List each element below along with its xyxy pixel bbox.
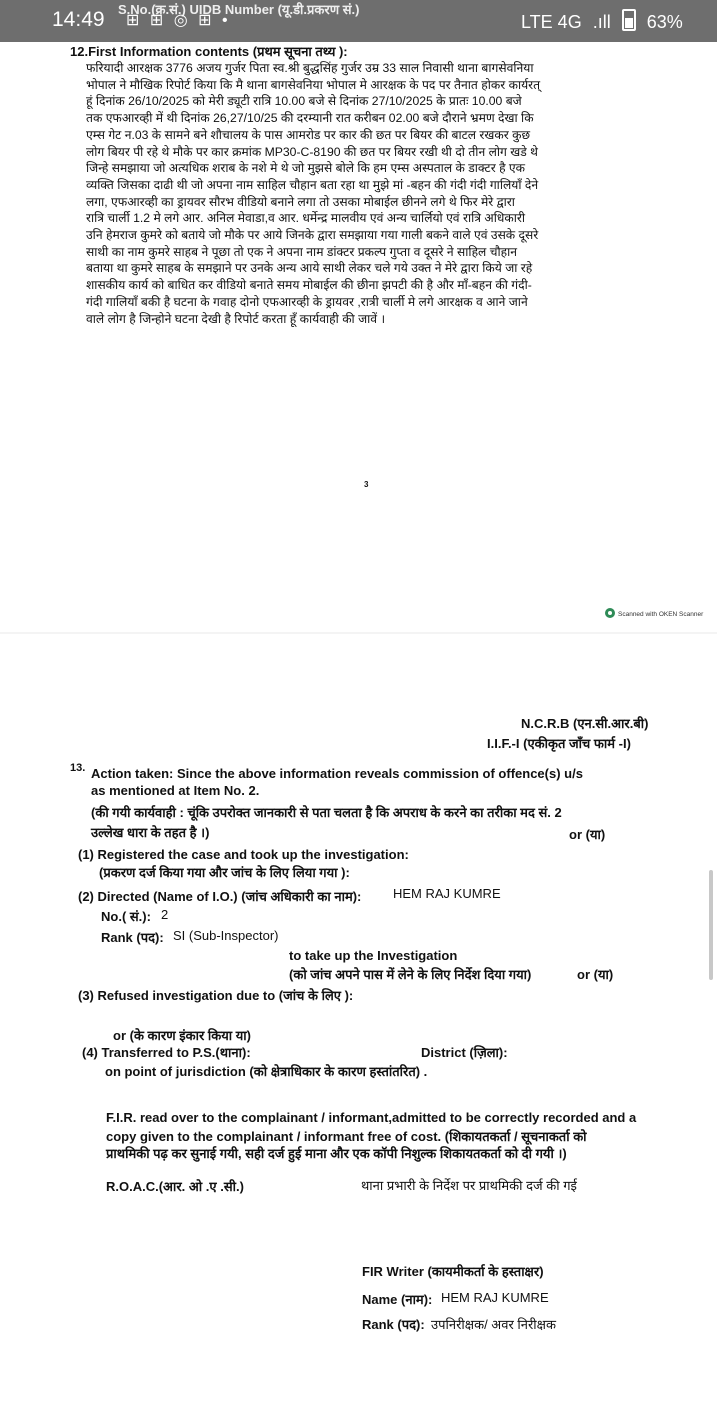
- name-value: HEM RAJ KUMRE: [441, 1290, 549, 1305]
- or-label-2: or (या): [577, 967, 614, 982]
- paragraph-line: फरियादी आरक्षक 3776 अजय गुर्जर पिता स्व.श्री बुद्धसिंह गुर्जर उम्र 33 साल निवासी थाना बागसेवनिया: [86, 61, 534, 75]
- paragraph-line: उनि हेमराज कुमरे को बताये जो मौके पर आये जिनके द्वारा समझाया गया गाली बकने वाले एवं उसके दूसरे: [86, 228, 539, 243]
- jurisdiction-line: on point of jurisdiction (को क्षेत्राधिकार के कारण हस्तांतरित) .: [105, 1064, 428, 1079]
- or-label-1: or (या): [569, 827, 606, 842]
- paragraph-line: तक एफआरव्ही में थी दिनांक 26,27/10/25 की दरम्यानी रात करीबन 02.00 बजे दौराने भ्रमण देखा कि: [86, 111, 534, 126]
- paragraph-line: व्यक्ति जिसका दाढी थी जो अपना नाम साहिल चौहान बता रहा था मुझे मां -बहन की गंदी गंदी गालियाँ देने: [86, 177, 539, 192]
- paragraph-line: लोग बियर पी रहे थे मौके पर कार क्रमांक MP30-C-8190 की छत पर बियर रखी थी दो तीन लोग खडे थे: [86, 144, 538, 159]
- no-value: 2: [161, 907, 169, 922]
- paragraph-line: साथी का नाम कुमरे साहब ने पूछा तो एक ने अपना नाम डांक्टर प्रकल्प गुप्ता व दूसरे ने साहिल चौहान: [86, 244, 517, 259]
- section-13-line1: Action taken: Since the above information reveals commission of offence(s) u/s: [91, 766, 583, 781]
- ncrb-header: N.C.R.B (एन.सी.आर.बी): [521, 716, 649, 731]
- paragraph-line: भोपाल ने मौखिक रिपोर्ट किया कि मै थाना बागसेवनिया भोपाल मे आरक्षक के पद पर तैनात होकर कार्यरत्: [86, 77, 541, 92]
- item-4-transferred: (4) Transferred to P.S.(थाना):: [82, 1045, 251, 1060]
- paragraph-line: जिन्हे समझाया जो अत्यधिक शराब के नशे मे थे जो मुझसे बोले कि हम एम्स अस्पताल के डाक्टर है एक: [86, 161, 526, 176]
- status-bar: [0, 0, 717, 42]
- paragraph-line: गंदी गालियाँ बकी है घटना के गवाह दोनो एफआरव्ही के ड्रायवर ,रात्री चार्ली मे लगे आरक्षक व आने जाने: [86, 294, 528, 309]
- section-13-number: 13.: [70, 762, 86, 774]
- first-information-paragraph: [86, 60, 606, 327]
- scrollbar[interactable]: [709, 870, 713, 980]
- paragraph-line: हूं दिनांक 26/10/2025 को मेरी ड्यूटी रात्रि 10.00 बजे से दिनांक 27/10/2025 के प्रातः 10.00 बजे: [86, 94, 522, 109]
- paragraph-line: रात्रि चार्ली 1.2 मे लगे आर. अनिल मेवाडा,व आर. धर्मेन्द्र मालवीय एवं अन्य चार्लियो एवं रात्रि अधिकारी: [86, 211, 526, 226]
- section-13-hindi2: उल्लेख धारा के तहत है ।): [91, 825, 210, 840]
- roac-label: R.O.A.C.(आर. ओ .ए .सी.): [106, 1179, 244, 1194]
- paragraph-line: एम्स गेट न.03 के सामने बने शौचालय के पास आमरोड पर कार की छत पर बियर की बाटल रखकर कुछ: [86, 127, 531, 142]
- readover-line2: copy given to the complainant / informant free of cost. (शिकायतकर्ता / सूचनाकर्ता को: [106, 1129, 587, 1144]
- district-label: District (ज़िला):: [421, 1045, 508, 1060]
- item-1-hindi: (प्रकरण दर्ज किया गया और जांच के लिए लिया गया ):: [99, 865, 350, 880]
- iif-header: I.I.F.-I (एकीकृत जाँच फार्म -I): [487, 736, 631, 751]
- rank-value: SI (Sub-Inspector): [173, 928, 279, 943]
- section-12-heading: 12.First Information contents (प्रथम सूचना तथ्य ):: [70, 44, 348, 59]
- scanner-text: Scanned with OKEN Scanner: [618, 611, 704, 618]
- take-up-english: to take up the Investigation: [289, 948, 458, 963]
- paragraph-line: लगा, एफआरव्ही का ड्रायवर सौरभ वीडियो बनाने लगा तो उसका मोबाईल छीनने लगे थे फिर मेरे द्वारा: [86, 194, 515, 209]
- clock: 14:49: [52, 8, 105, 31]
- page-divider: [0, 632, 717, 634]
- header-peek-text: S.No.(क्र.सं.) UIDB Number (यू.डी.प्रकरण सं.): [118, 2, 360, 17]
- battery-percent: 63%: [646, 12, 683, 32]
- paragraph-line: बताया था कुमरे साहब के समझाने पर उनके अन्य आये साथी लेकर चले गये उक्त ने मेरे द्वारा किये जा रहे: [86, 261, 533, 276]
- scanner-watermark: [605, 608, 703, 618]
- refused-or: or (के कारण इंकार किया या): [113, 1028, 251, 1043]
- status-indicators: [521, 9, 689, 33]
- readover-line1: F.I.R. read over to the complainant / informant,admitted to be correctly recorded and a: [106, 1110, 637, 1125]
- rank-label: Rank (पद):: [101, 930, 164, 945]
- item-2-english: (2) Directed (Name of I.O.) (जांच अधिकारी का नाम):: [78, 889, 362, 904]
- scanner-logo-icon: [605, 608, 615, 618]
- network-type: LTE 4G: [521, 12, 582, 32]
- item-1-english: (1) Registered the case and took up the investigation:: [78, 847, 409, 862]
- no-label: No.( सं.):: [101, 909, 151, 924]
- battery-icon: [622, 9, 636, 31]
- thana-note: थाना प्रभारी के निर्देश पर प्राथमिकी दर्ज की गई: [361, 1178, 577, 1193]
- fir-writer-label: FIR Writer (कायमीकर्ता के हस्ताक्षर): [362, 1264, 544, 1279]
- readover-hindi: प्राथमिकी पढ़ कर सुनाई गयी, सही दर्ज हुई माना और एक कॉपी निशुल्क शिकायतकर्ता को दी गयी ।): [106, 1146, 567, 1161]
- page-number: 3: [364, 480, 369, 489]
- paragraph-line: शासकीय कार्य को बाधित कर वीडियो बनाते समय मोबाईल की छीना झपटी की है और माँ-बहन की गंदी-: [86, 278, 532, 293]
- section-13-line2: as mentioned at Item No. 2.: [91, 783, 260, 798]
- rank2-label: Rank (पद):: [362, 1317, 425, 1332]
- paragraph-line: वाले लोग है जिन्होने घटना देखी है रिपोर्ट करता हूँ कार्यवाही की जावें ।: [86, 311, 386, 326]
- signal-icon: .ıll: [592, 12, 611, 32]
- notification-icons: ⊞ ⊞ ◎ ⊞ •: [126, 12, 231, 29]
- take-up-hindi: (को जांच अपने पास में लेने के लिए निर्देश दिया गया): [289, 967, 532, 982]
- io-name: HEM RAJ KUMRE: [393, 886, 501, 901]
- item-3: (3) Refused investigation due to (जांच के लिए ):: [78, 988, 354, 1003]
- name-label: Name (नाम):: [362, 1292, 433, 1307]
- section-13-hindi1: (की गयी कार्यवाही : चूंकि उपरोक्त जानकारी से पता चलता है कि अपराध के करने का तरीका मद सं. 2: [91, 805, 562, 820]
- rank2-value: उपनिरीक्षक/ अवर निरीक्षक: [431, 1317, 556, 1332]
